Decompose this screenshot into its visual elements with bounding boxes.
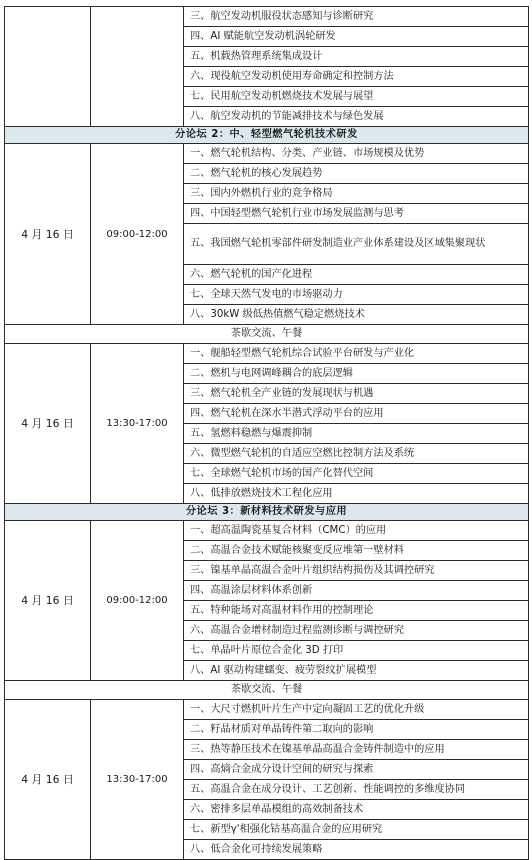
- topic-item: 三、镍基单晶高温合金叶片组织结构损伤及其调控研究: [184, 561, 529, 581]
- session-header: [5, 504, 529, 521]
- date-cell: 4 月 16 日: [5, 700, 91, 860]
- topic-item: 四、高温涂层材料体系创新: [184, 581, 529, 601]
- topic-item: 七、新型γ'相强化钴基高温合金的应用研究: [184, 820, 529, 840]
- topic-item: 八、30kW 级低热值燃气稳定燃烧技术: [184, 305, 529, 325]
- break-row: [5, 681, 529, 700]
- agenda-row: [5, 700, 529, 720]
- topic-item: 六、现役航空发动机使用寿命确定和控制方法: [184, 67, 529, 87]
- topic-item: 八、低合金化可持续发展策略: [184, 840, 529, 860]
- date-cell: 4 月 16 日: [5, 144, 91, 325]
- topic-item: 七、单晶叶片原位合金化 3D 打印: [184, 641, 529, 661]
- topic-item: 七、民用航空发动机燃烧技术发展与展望: [184, 87, 529, 107]
- date-cell: 4 月 16 日: [5, 521, 91, 681]
- topic-item: 三、航空发动机服役状态感知与诊断研究: [184, 7, 529, 27]
- topic-item: 四、高熵合金成分设计空间的研究与探索: [184, 760, 529, 780]
- topic-item: 二、高温合金技术赋能核聚变反应堆第一壁材料: [184, 541, 529, 561]
- topic-item: 三、热等静压技术在镍基单晶高温合金铸件制造中的应用: [184, 740, 529, 760]
- topic-item: 六、燃气轮机的国产化进程: [184, 265, 529, 285]
- agenda-table: [4, 6, 529, 860]
- topic-item: 五、高温合金在成分设计、工艺创新、性能调控的多维度协同: [184, 780, 529, 800]
- topic-item: 三、燃气轮机全产业链的发展现状与机遇: [184, 384, 529, 404]
- topic-item: 四、AI 赋能航空发动机涡轮研发: [184, 27, 529, 47]
- session-title: 分论坛 2：中、轻型燃气轮机技术研发: [5, 127, 529, 144]
- topic-item: 五、特种能场对高温材料作用的控制理论: [184, 601, 529, 621]
- agenda-row: [5, 344, 529, 364]
- topic-item: 八、航空发动机的节能减排技术与绿色发展: [184, 107, 529, 127]
- topic-item: 二、籽晶材质对单晶铸件第二取向的影响: [184, 720, 529, 740]
- time-cell: 09:00-12:00: [91, 144, 184, 325]
- topic-item: 五、机载热管理系统集成设计: [184, 47, 529, 67]
- time-cell-empty: [91, 7, 184, 127]
- topic-item: 五、氢燃料稳燃与爆震抑制: [184, 424, 529, 444]
- agenda-row: [5, 521, 529, 541]
- break-row: [5, 325, 529, 344]
- topic-item: 八、AI 驱动构建蠕变、疲劳裂纹扩展模型: [184, 661, 529, 681]
- topic-item: 一、超高温陶瓷基复合材料（CMC）的应用: [184, 521, 529, 541]
- time-cell: 09:00-12:00: [91, 521, 184, 681]
- topic-item: 六、高温合金增材制造过程监测诊断与调控研究: [184, 621, 529, 641]
- topic-item: 一、舰船轻型燃气轮机综合试验平台研发与产业化: [184, 344, 529, 364]
- break-label: 茶歇交流、午餐: [5, 325, 529, 344]
- topic-item: 五、我国燃气轮机零部件研发制造业产业体系建设及区域集聚现状: [184, 224, 529, 265]
- session-title: 分论坛 3：新材料技术研发与应用: [5, 504, 529, 521]
- time-cell: 13:30-17:00: [91, 344, 184, 504]
- topic-item: 八、低排放燃烧技术工程化应用: [184, 484, 529, 504]
- topic-item: 二、燃机与电网调峰耦合的底层逻辑: [184, 364, 529, 384]
- date-cell: 4 月 16 日: [5, 344, 91, 504]
- topic-item: 六、微型燃气轮机的自适应空燃比控制方法及系统: [184, 444, 529, 464]
- topic-item: 二、燃气轮机的核心发展趋势: [184, 164, 529, 184]
- topic-item: 一、大尺寸燃机叶片生产中定向凝固工艺的优化升级: [184, 700, 529, 720]
- topic-item: 三、国内外燃机行业的竞争格局: [184, 184, 529, 204]
- topic-item: 一、燃气轮机结构、分类、产业链、市场规模及优势: [184, 144, 529, 164]
- topic-item: 四、中国轻型燃气轮机行业市场发展监测与思考: [184, 204, 529, 224]
- time-cell: 13:30-17:00: [91, 700, 184, 860]
- topic-item: 六、密排多层单晶模组的高效制备技术: [184, 800, 529, 820]
- topic-item: 七、全球燃气轮机市场的国产化替代空间: [184, 464, 529, 484]
- topic-item: 七、全球天然气发电的市场驱动力: [184, 285, 529, 305]
- topic-item: 四、燃气轮机在深水半潜式浮动平台的应用: [184, 404, 529, 424]
- agenda-row: [5, 7, 529, 27]
- date-cell-empty: [5, 7, 91, 127]
- break-label: 茶歇交流、午餐: [5, 681, 529, 700]
- session-header: [5, 127, 529, 144]
- agenda-row: [5, 144, 529, 164]
